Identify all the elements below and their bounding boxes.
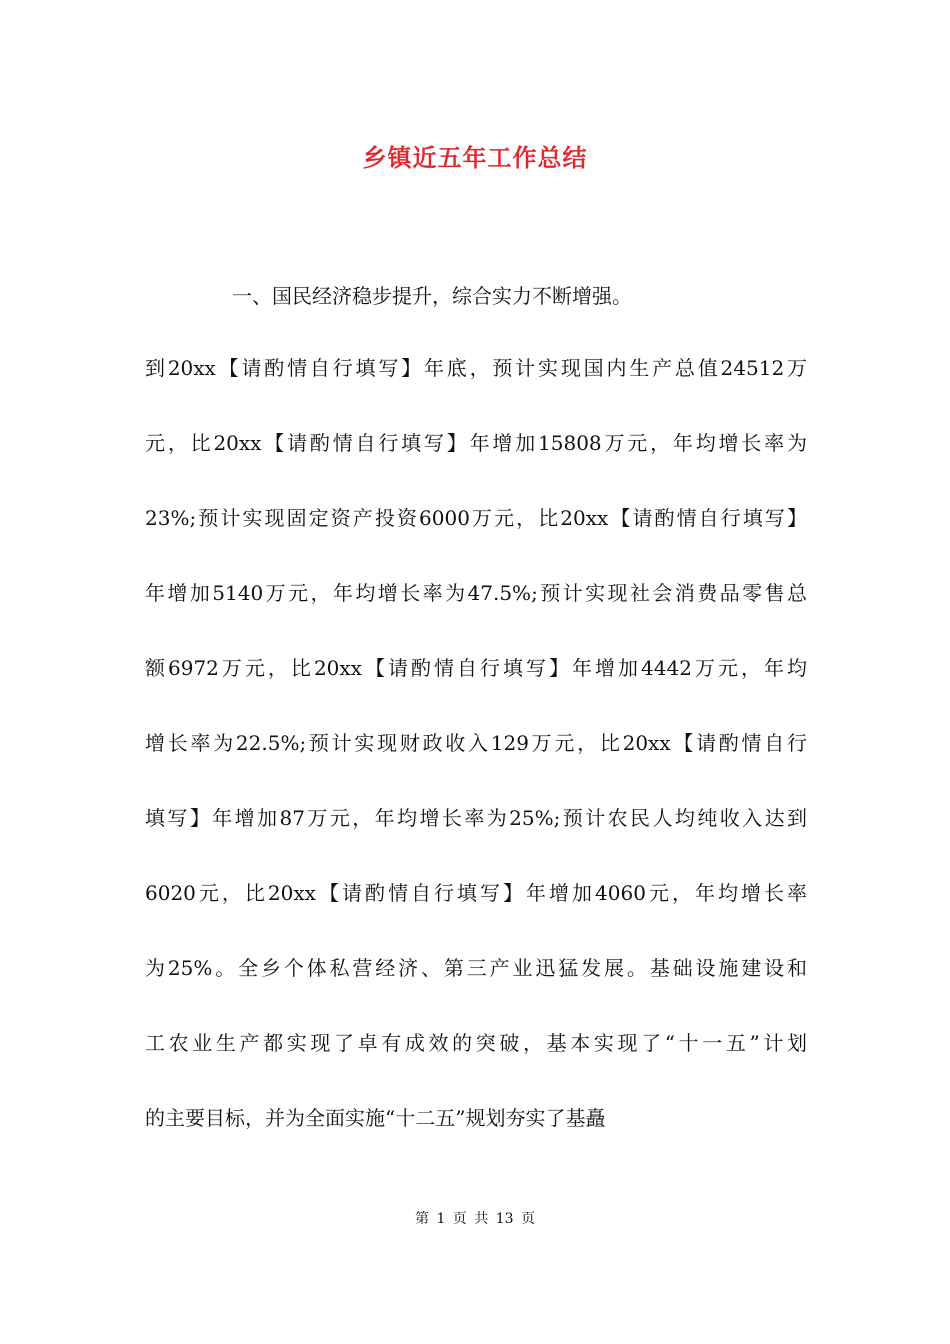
paragraph-line: 额6972万元，比20xx【请酌情自行填写】年增加4442万元，年均	[145, 656, 807, 680]
paragraph-line: 元，比20xx【请酌情自行填写】年增加15808万元，年均增长率为	[145, 431, 807, 455]
paragraph-line: 6020元，比20xx【请酌情自行填写】年增加4060元，年均增长率	[145, 881, 807, 905]
paragraph-line: 增长率为22.5%;预计实现财政收入129万元，比20xx【请酌情自行	[145, 731, 807, 755]
paragraph-line: 23%;预计实现固定资产投资6000万元，比20xx【请酌情自行填写】	[145, 506, 807, 530]
section-heading: 一、国民经济稳步提升，综合实力不断增强。	[232, 284, 632, 308]
paragraph-line: 的主要目标，并为全面实施“十二五”规划夯实了基矗	[145, 1106, 606, 1130]
paragraph-line: 到20xx【请酌情自行填写】年底，预计实现国内生产总值24512万	[145, 356, 807, 380]
paragraph-line: 为25%。全乡个体私营经济、第三产业迅猛发展。基础设施建设和	[145, 956, 807, 980]
paragraph-line: 年增加5140万元，年均增长率为47.5%;预计实现社会消费品零售总	[145, 581, 807, 605]
page-title: 乡镇近五年工作总结	[362, 143, 588, 172]
page-number-footer: 第 1 页 共 13 页	[415, 1211, 535, 1227]
paragraph-line: 填写】年增加87万元，年均增长率为25%;预计农民人均纯收入达到	[145, 806, 807, 830]
paragraph-line: 工农业生产都实现了卓有成效的突破，基本实现了“十一五”计划	[145, 1031, 807, 1055]
